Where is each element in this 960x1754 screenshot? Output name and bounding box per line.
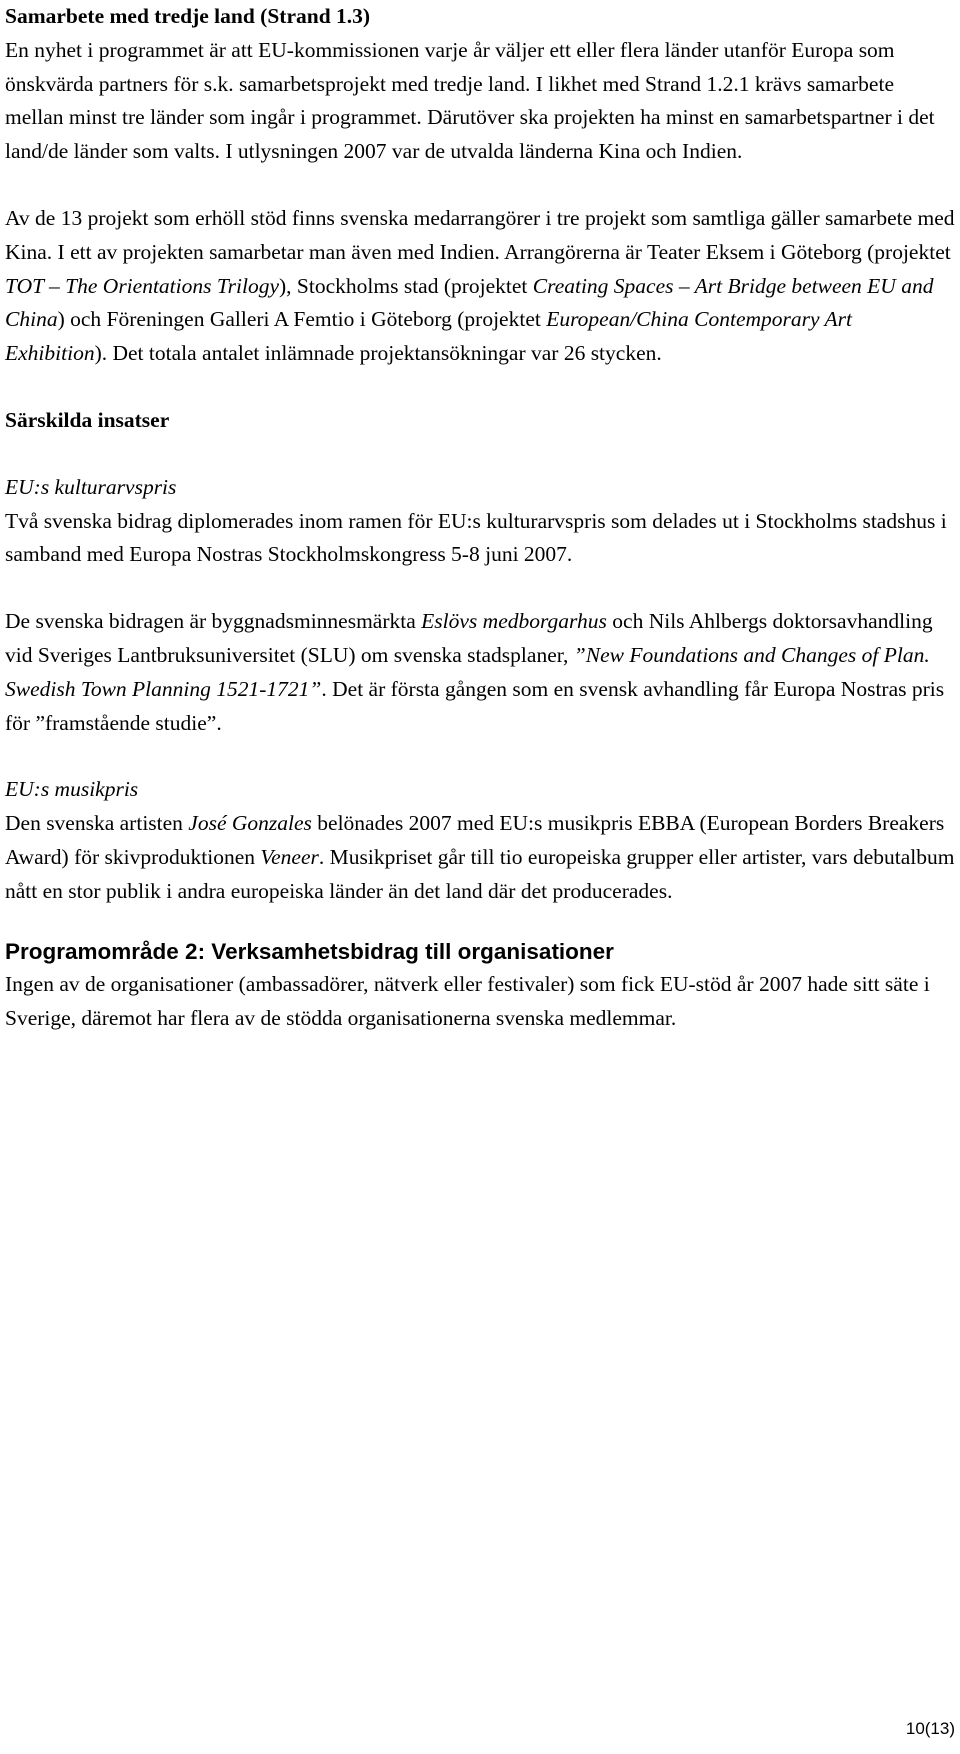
paragraph-programme-area-2: Ingen av de organisationer (ambassadörer, nätverk eller festivaler) som fick EU-stöd år 2007 hade sitt säte i Sverige, däremot har flera av de stödda organisationerna svenska medlemmar. [5,972,930,1031]
paragraph-strand-intro: En nyhet i programmet är att EU-kommissionen varje år väljer ett eller flera länder utanför Europa som önskvärda partners för s.k. samarbetsprojekt med tredje land. I likhet med Strand 1.2.1 krävs samarbete mellan minst tre länder som ingår i programmet. Därutöver ska projekten ha minst en samarbetspartner i det land/de länder som valts. I utlysningen 2007 var de utvalda länderna Kina och Indien. [5,37,935,164]
text-run: belönades 2007 med EU:s musikpris EBBA (European Borders Breakers Award) för skivproduktionen [5,811,945,869]
text-run: ), Stockholms stad (projektet [279,273,533,298]
subheading-heritage-prize: EU:s kulturarvspris [5,474,177,499]
artist-name: José Gonzales [188,811,312,836]
paragraph-heritage-1: Två svenska bidrag diplomerades inom ramen för EU:s kulturarvspris som delades ut i Stockholms stadshus i samband med Europa Nostras Stockholmskongress 5-8 juni 2007. [5,508,947,567]
section-heading-strand-1-3: Samarbete med tredje land (Strand 1.3) [5,4,371,28]
text-run: ). Det totala antalet inlämnade projektansökningar var 26 stycken. [94,341,662,366]
text-run: . Musikpriset går till tio europeiska grupper eller artister, vars debutalbum nått en stor publik i andra europeiska länder än det land där det producerades. [5,844,955,903]
album-title: Veneer [260,844,319,869]
text-run: . Det är första gången som en svensk avhandling får Europa Nostras pris för ”framstående studie”. [5,676,945,735]
paragraph-heritage-2 [5,605,955,740]
section-heading-special-efforts: Särskilda insatser [5,407,170,432]
text-run: ) och Föreningen Galleri A Femtio i Göteborg (projektet [57,307,547,332]
heritage-building-name: Eslövs medborgarhus [421,609,607,634]
paragraph-music-prize [5,807,955,908]
dissertation-title: ”New Foundations and Changes of Plan. Swedish Town Planning 1521-1721” [5,642,930,701]
section-heading-programme-area-2: Programområde 2: Verksamhetsbidrag till organisationer [5,938,614,964]
project-title-european-china: European/China Contemporary Art Exhibition [5,307,852,366]
project-title-tot: TOT – The Orientations Trilogy [5,273,279,298]
subheading-music-prize: EU:s musikpris [5,777,139,802]
project-title-creating-spaces: Creating Spaces – Art Bridge between EU and China [5,273,934,332]
text-run: Den svenska artisten [5,811,189,836]
document-page [5,0,955,1036]
text-run: och Nils Ahlbergs doktorsavhandling vid Sveriges Lantbruksuniversitet (SLU) om svenska stadsplaner, [5,609,933,667]
text-run: De svenska bidragen är byggnadsminnesmärkta [5,609,422,634]
paragraph-strand-projects [5,202,955,371]
page-number: 10(13) [905,1719,955,1738]
text-run: Av de 13 projekt som erhöll stöd finns svenska medarrangörer i tre projekt som samtliga gäller samarbete med Kina. I ett av projekten samarbetar man även med Indien. Arrangörerna är Teater Eksem i Göteborg (projektet [5,205,955,264]
